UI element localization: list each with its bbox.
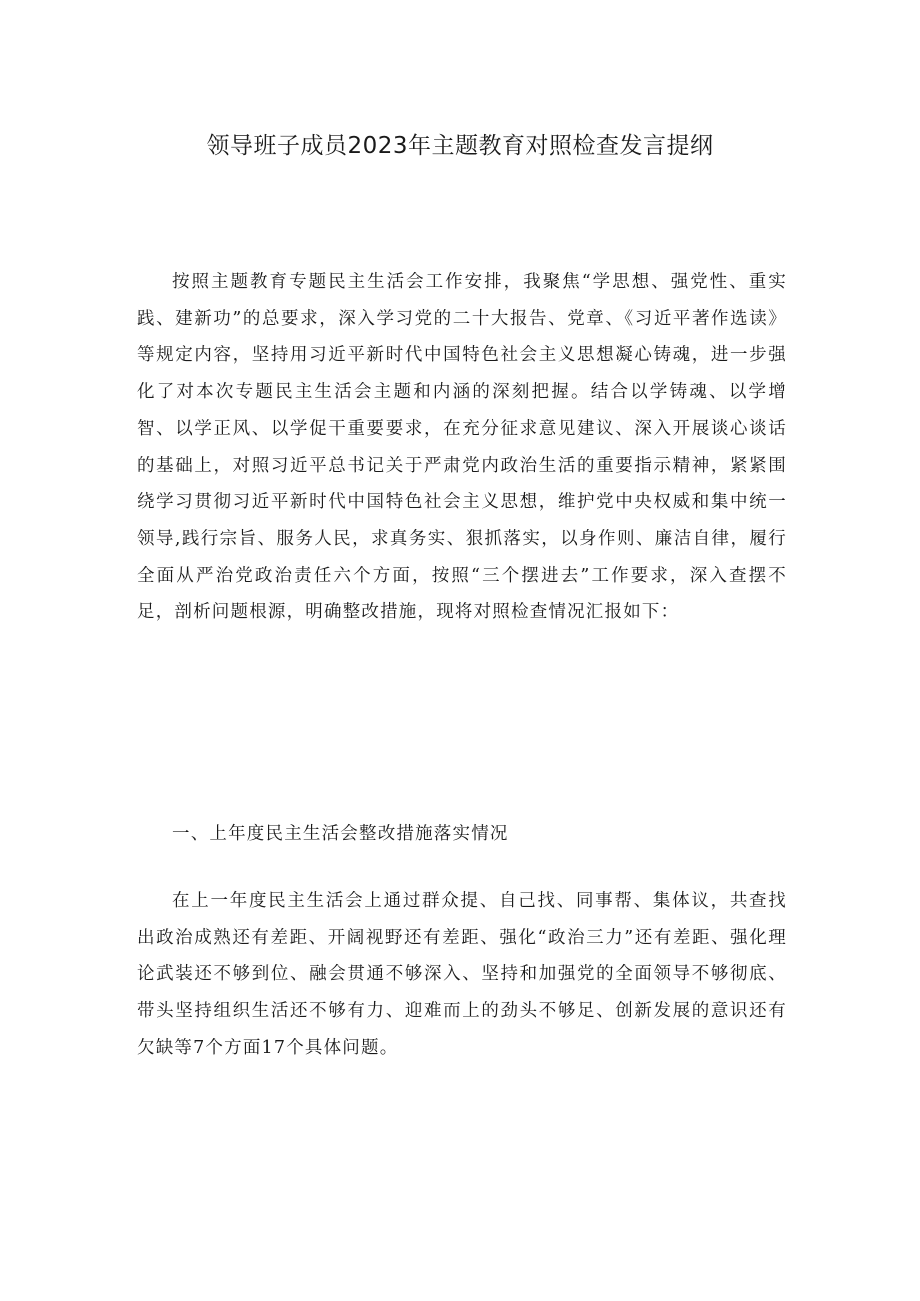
section-1-paragraph: 在上一年度民主生活会上通过群众提、自己找、同事帮、集体议，共查找出政治成熟还有差距、开阔视野还有差距、强化“政治三力”还有差距、强化理论武装还不够到位、融会贯通不够深入、坚持和加强党的全面领导不够彻底、带头坚持组织生活还不够有力、迎难而上的劲头不够足、创新发展的意识还有欠缺等7个方面17个具体问题。 [137,891,787,1058]
document-title: 领导班子成员2023年主题教育对照检查发言提纲 [206,133,714,159]
intro-paragraph: 按照主题教育专题民主生活会工作安排，我聚焦“学思想、强党性、重实践、建新功”的总要求，深入学习党的二十大报告、党章、《习近平著作选读》等规定内容，坚持用习近平新时代中国特色社会主义思想凝心铸魂，进一步强化了对本次专题民主生活会主题和内涵的深刻把握。结合以学铸魂、以学增智、以学正风、以学促干重要要求，在充分征求意见建议、深入开展谈心谈话的基础上，对照习近平总书记关于严肃党内政治生活的重要指示精神，紧紧围绕学习贯彻习近平新时代中国特色社会主义思想，维护党中央权威和集中统一领导,践行宗旨、服务人民，求真务实、狠抓落实，以身作则、廉洁自律，履行全面从严治党政治责任六个方面，按照“三个摆进去”工作要求，深入查摆不足，剖析问题根源，明确整改措施，现将对照检查情况汇报如下： [137,272,787,623]
section-heading: 一、上年度民主生活会整改措施落实情况 [172,824,509,844]
